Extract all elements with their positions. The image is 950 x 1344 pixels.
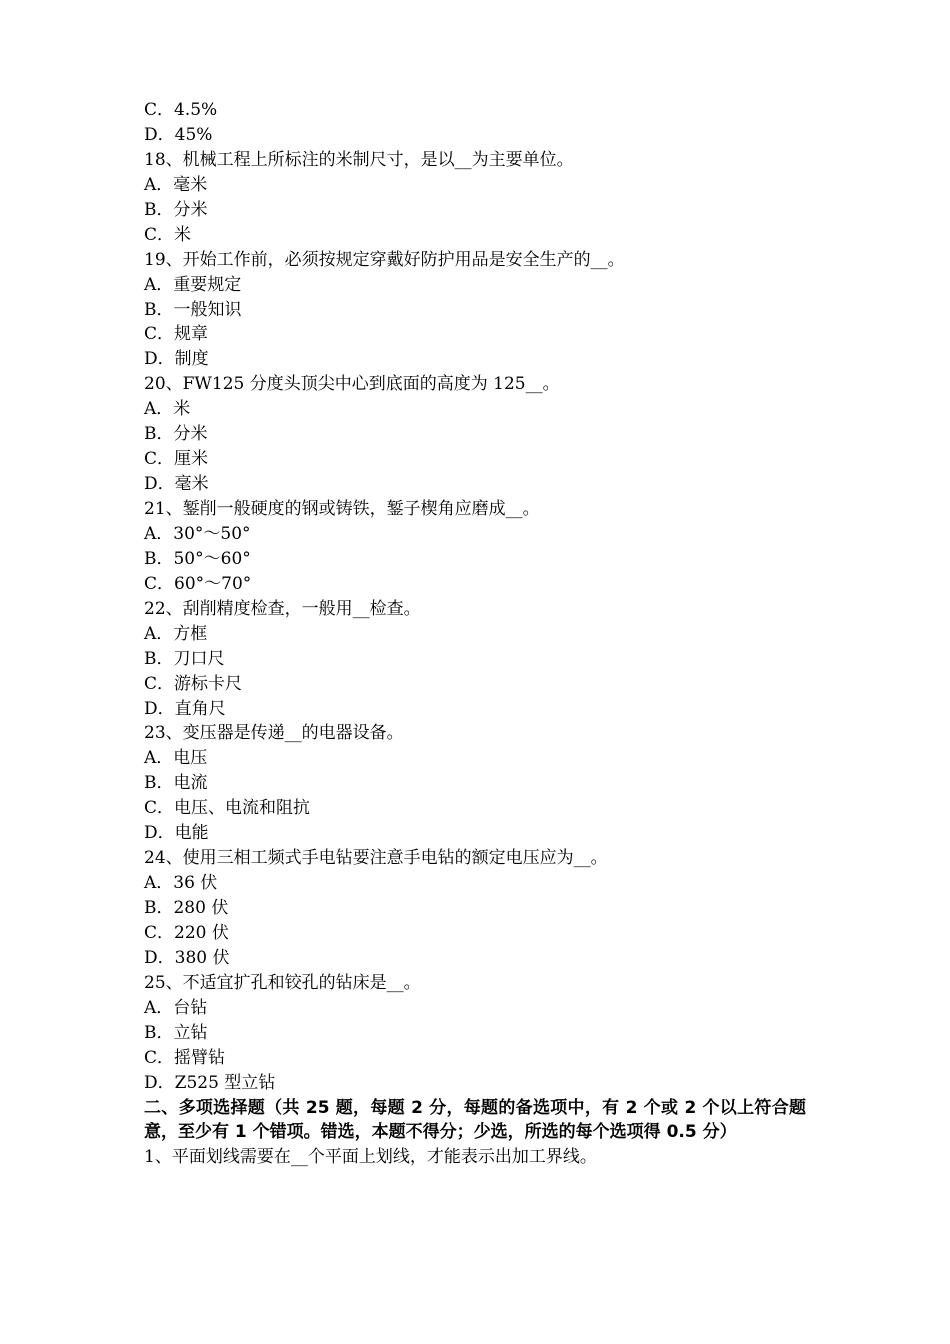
answer-option: B．分米 xyxy=(144,199,208,220)
answer-option: A．30°～50° xyxy=(144,523,251,544)
question-text: 20、FW125 分度头顶尖中心到底面的高度为 125__。 xyxy=(144,374,560,395)
answer-option: C．米 xyxy=(144,224,192,245)
answer-option: A．36 伏 xyxy=(144,873,218,894)
answer-option: B．分米 xyxy=(144,424,208,445)
section-heading: 二、多项选择题（共 25 题，每题 2 分，每题的备选项中，有 2 个或 2 个以上符合题意，至少有 1 个错项。错选，本题不得分；少选，所选的每个选项得 0.5 分） xyxy=(144,1097,806,1143)
answer-option: C．厘米 xyxy=(144,449,209,470)
answer-option: D．Z525 型立钻 xyxy=(144,1072,276,1093)
answer-option: C．摇臂钻 xyxy=(144,1047,226,1068)
answer-option: A．台钻 xyxy=(144,997,208,1018)
answer-option: B．立钻 xyxy=(144,1022,208,1043)
answer-option: D．380 伏 xyxy=(144,947,230,968)
question-text: 25、不适宜扩孔和铰孔的钻床是__。 xyxy=(144,972,421,993)
question-list-continued xyxy=(144,1145,814,1170)
answer-option: B．50°～60° xyxy=(144,548,251,569)
question-text: 18、机械工程上所标注的米制尺寸，是以__为主要单位。 xyxy=(144,149,574,170)
answer-option: C．游标卡尺 xyxy=(144,673,243,694)
answer-option: D．直角尺 xyxy=(144,698,226,719)
document-page xyxy=(144,98,814,1170)
question-text: 21、錾削一般硬度的钢或铸铁，錾子楔角应磨成__。 xyxy=(144,499,540,519)
answer-option: D．电能 xyxy=(144,823,209,844)
question-text: 23、变压器是传递__的电器设备。 xyxy=(144,723,404,744)
answer-option: B．刀口尺 xyxy=(144,648,225,669)
answer-option: B．电流 xyxy=(144,773,208,794)
question-text: 19、开始工作前，必须按规定穿戴好防护用品是安全生产的__。 xyxy=(144,249,625,270)
answer-option: C．规章 xyxy=(144,324,209,345)
answer-option: A．毫米 xyxy=(144,174,208,195)
answer-option: C．4.5% xyxy=(144,100,218,120)
answer-option: B．280 伏 xyxy=(144,898,229,918)
answer-option: D．45% xyxy=(144,124,213,145)
answer-option: C．60°～70° xyxy=(144,573,252,594)
answer-option: B．一般知识 xyxy=(144,299,242,320)
question-list xyxy=(144,98,814,1096)
question-text: 22、刮削精度检查，一般用__检查。 xyxy=(144,598,421,619)
answer-option: A．重要规定 xyxy=(144,274,242,295)
answer-option: C．220 伏 xyxy=(144,922,229,943)
answer-option: A．电压 xyxy=(144,748,208,769)
question-text: 24、使用三相工频式手电钻要注意手电钻的额定电压应为__。 xyxy=(144,848,608,869)
answer-option: A．方框 xyxy=(144,623,208,644)
answer-option: D．制度 xyxy=(144,349,209,370)
answer-option: A．米 xyxy=(144,399,191,420)
answer-option: D．毫米 xyxy=(144,474,209,495)
answer-option: C．电压、电流和阻抗 xyxy=(144,798,311,819)
question-text: 1、平面划线需要在__个平面上划线，才能表示出加工界线。 xyxy=(144,1147,597,1168)
